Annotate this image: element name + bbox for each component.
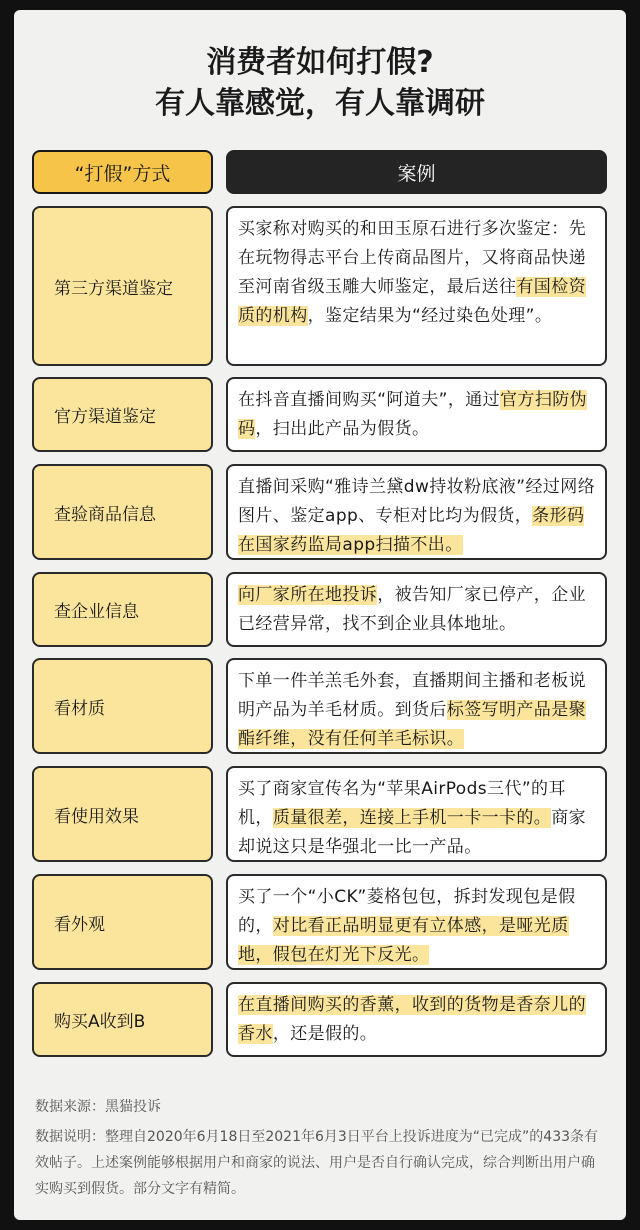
case-text: 商家却说这只是华强北一比一产品。 [238,808,587,857]
method-cell: 查企业信息 [32,572,213,647]
case-text-highlight: 官方扫防伪码 [238,390,588,439]
case-cell [226,982,607,1057]
case-text-highlight: 质量很差，连接上手机一卡一卡的。 [272,808,552,828]
method-cell: 查验商品信息 [32,464,213,560]
case-text-highlight: 向厂家所在地投诉 [238,585,378,605]
case-text-highlight: 对比看正品明显更有立体感，是哑光质地，假包在灯光下反光。 [238,916,569,965]
method-cell: 官方渠道鉴定 [32,377,213,452]
method-cell: 购买A收到B [32,982,213,1057]
case-text: ，扫出此产品为假货。 [255,419,430,439]
method-cell: 看使用效果 [32,766,213,862]
method-cell: 看外观 [32,874,213,970]
page-title: 消费者如何打假? [206,45,434,80]
case-text-highlight: 在直播间购买的香薰，收到的货物是香奈儿的香水 [238,995,586,1044]
case-text-highlight: 标签写明产品是聚酯纤维，没有任何羊毛标识。 [238,700,587,749]
case-text: 直播间采购“雅诗兰黛dw持妆粉底液”经过网络图片、鉴定app、专柜对比均为假货， [238,477,596,526]
case-text: ，鉴定结果为“经过染色处理”。 [307,306,553,326]
data-source: 数据来源：黑猫投诉 [35,1099,161,1115]
data-note: 数据说明：整理自2020年6月18日至2021年6月3日平台上投诉进度为“已完成”的433条有效帖子。上述案例能够根据用户和商家的说法、用户是否自行确认完成，综合判断出用户确实购买到假货。部分文字有精简。 [35,1129,599,1197]
case-cell [226,464,607,560]
case-text: 买了商家宣传名为“苹果AirPods三代”的耳机， [238,779,566,828]
case-text-highlight: 有国检资质的机构 [238,277,587,326]
case-cell [226,206,607,366]
method-cell: 第三方渠道鉴定 [32,206,213,366]
case-cell [226,766,607,862]
case-cell [226,572,607,647]
header-method: “打假”方式 [32,150,213,194]
page-subtitle: 有人靠感觉，有人靠调研 [155,86,485,121]
case-cell [226,377,607,452]
case-text: 在抖音直播间购买“阿道夫”，通过 [238,390,501,410]
case-text: 下单一件羊羔毛外套，直播期间主播和老板说明产品为羊毛材质。到货后 [238,671,586,720]
case-text-highlight: 条形码在国家药监局app扫描不出。 [238,506,585,555]
header-case: 案例 [226,150,607,194]
case-text: ，还是假的。 [272,1024,378,1044]
case-text: 买了一个“小CK”菱格包包，拆封发现包是假的， [238,887,576,936]
case-cell [226,874,607,970]
case-text: 买家称对购买的和田玉原石进行多次鉴定：先在玩物得志平台上传商品图片，又将商品快递至河南省级玉雕大师鉴定，最后送往 [238,219,586,297]
case-text: ，被告知厂家已停产，企业已经营异常，找不到企业具体地址。 [238,585,587,634]
case-cell [226,658,607,754]
method-cell: 看材质 [32,658,213,754]
